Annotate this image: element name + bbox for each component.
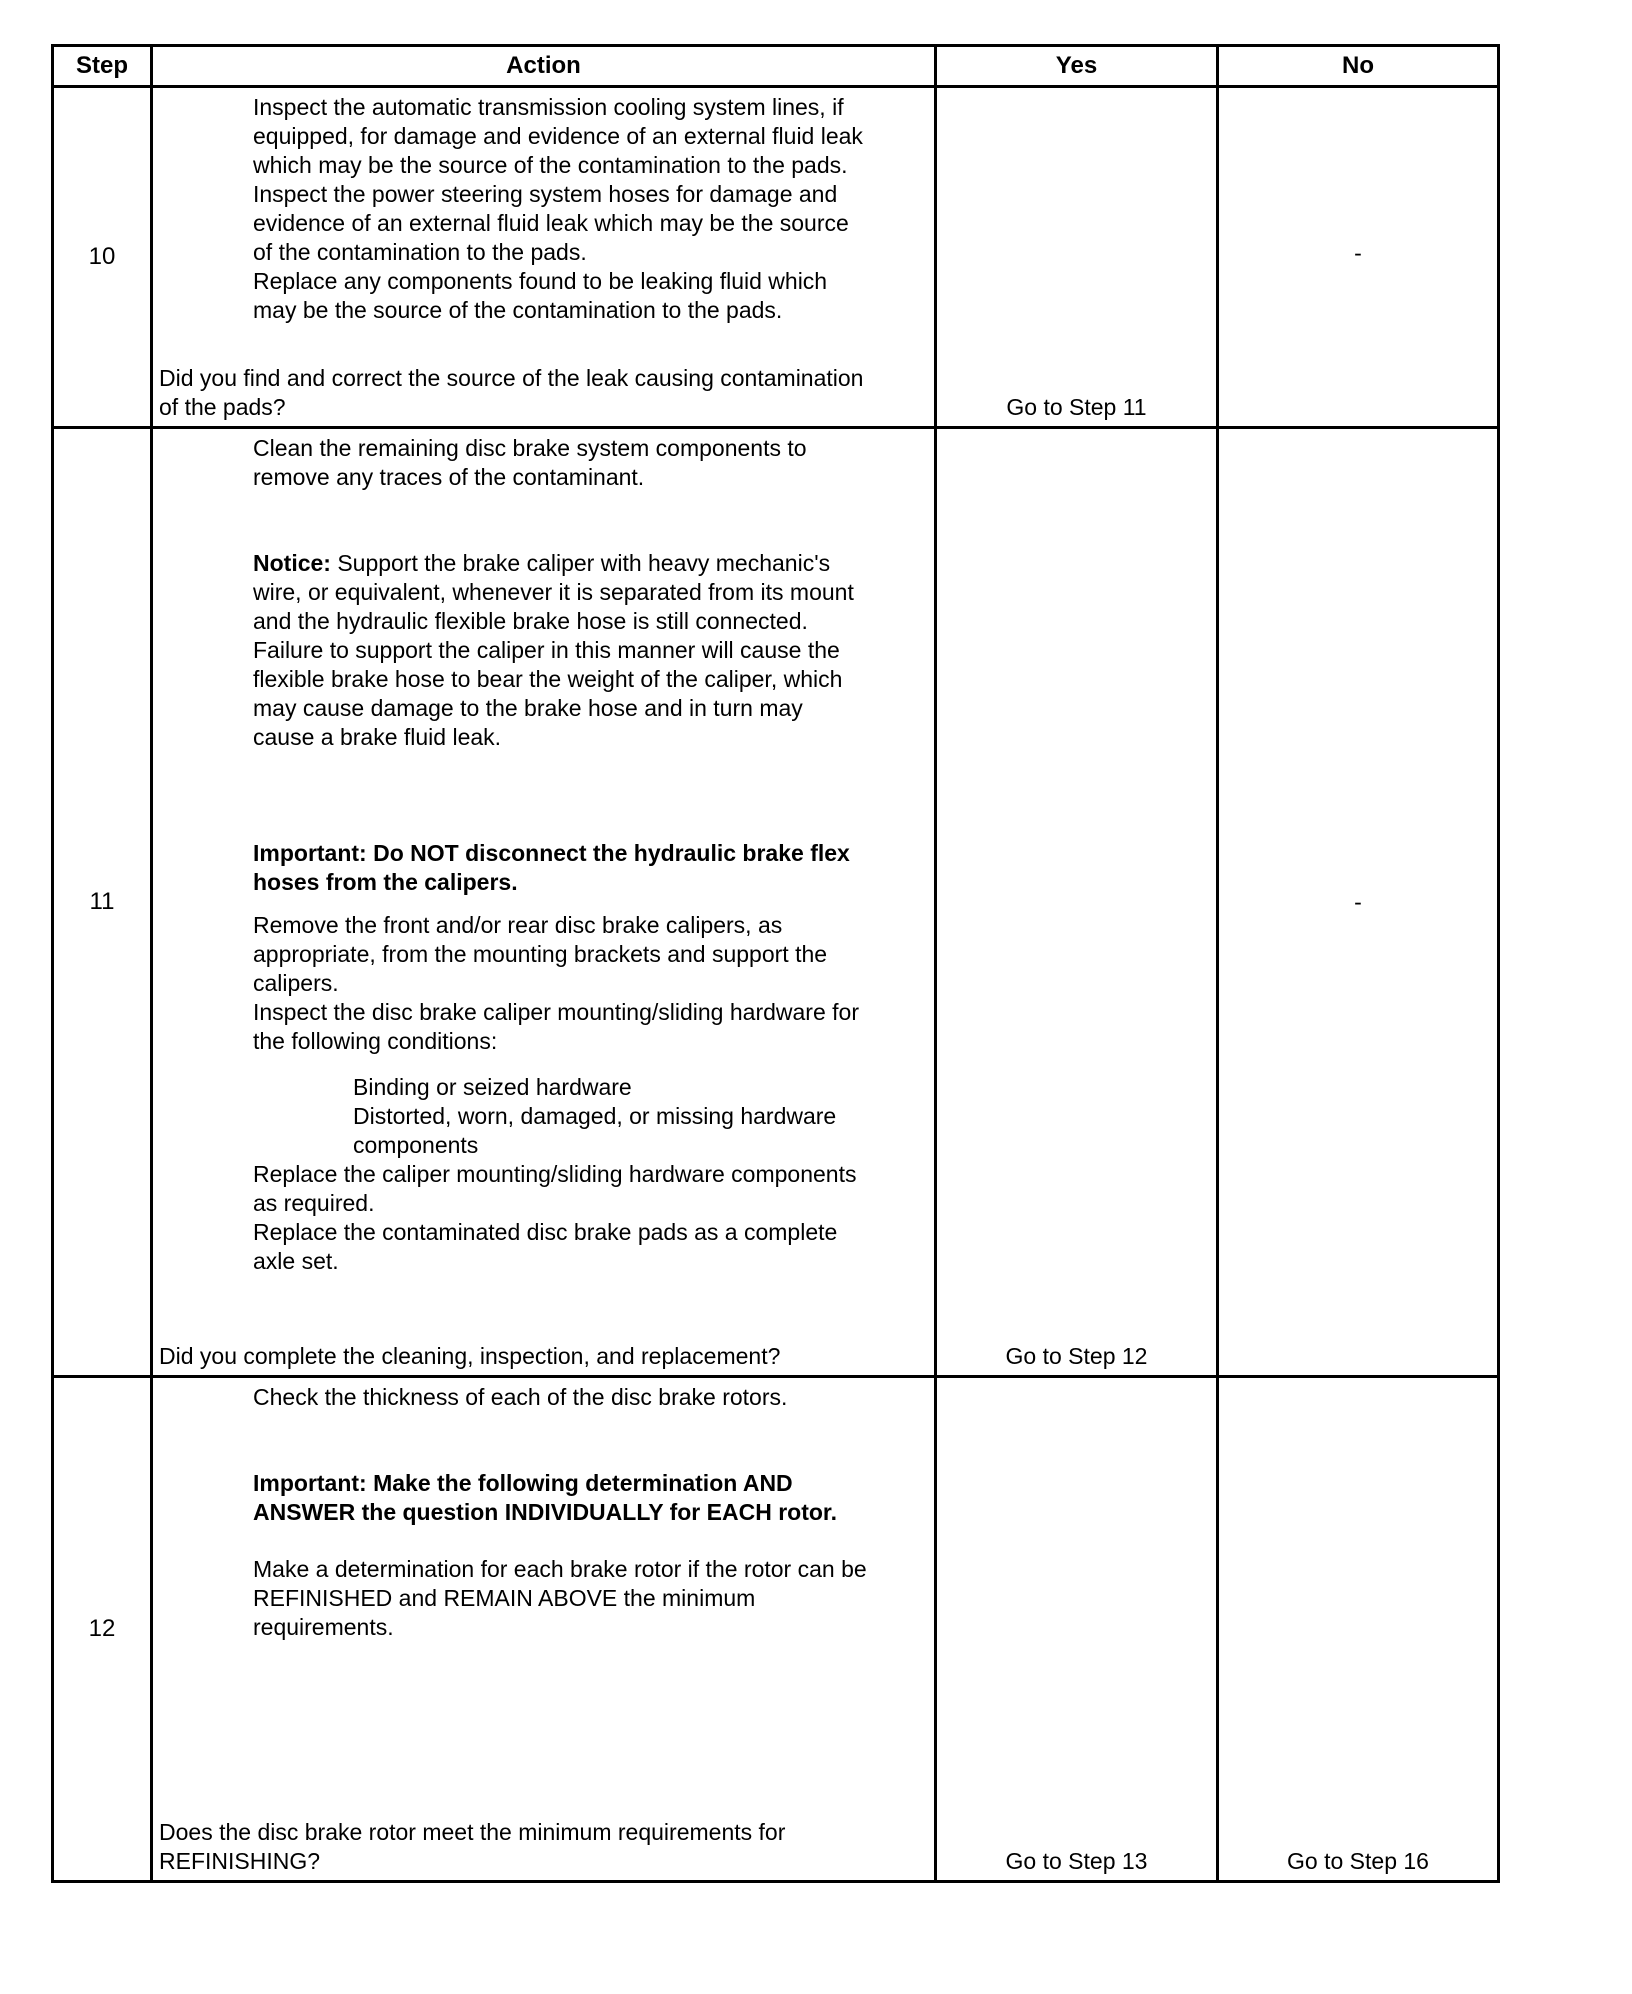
conditions-list: Binding or seized hardware Distorted, worn, damaged, or missing hardware components — [253, 1073, 928, 1160]
action-line: of the contamination to the pads. — [253, 239, 587, 265]
important-note: Important: Make the following determination AND ANSWER the question INDIVIDUALLY for EACH rotor. — [253, 1470, 837, 1525]
header-step: Step — [53, 46, 152, 87]
yes-cell — [936, 1377, 1218, 1882]
yes-answer: Go to Step 13 — [1005, 1848, 1148, 1874]
notice-label: Notice: — [253, 550, 331, 576]
yes-answer: Go to Step 11 — [1006, 394, 1147, 420]
step-row-12 — [53, 1377, 1499, 1882]
action-line: Replace any components found to be leaking fluid which — [253, 268, 828, 294]
action-line: evidence of an external fluid leak which may be the source — [253, 210, 849, 236]
step-row-10 — [53, 87, 1499, 428]
question: Did you find and correct the source of the leak causing contamination of the pads? — [159, 365, 864, 420]
question: Did you complete the cleaning, inspection, and replacement? — [159, 1343, 781, 1369]
action-cell — [152, 87, 936, 428]
no-answer: - — [1354, 889, 1362, 915]
no-answer: Go to Step 16 — [1287, 1848, 1429, 1874]
step-row-11 — [53, 428, 1499, 1377]
no-cell — [1218, 87, 1499, 428]
action-line: may be the source of the contamination to the pads. — [253, 297, 783, 323]
header-row — [53, 46, 1499, 87]
action-cell: Check the thickness of each of the disc brake rotors. Important: Make the following determination AND ANSWER the question INDIVIDUALLY for EACH rotor. Make a determination for each brake rotor if the rotor can be REFINISHED and REMAIN ABOVE the minimum requirements. Does the disc brake rotor meet the minimum requirements for REFINISHING? — [152, 1377, 936, 1882]
action-cell: Clean the remaining disc brake system components to remove any traces of the contaminant. Notice: Support the brake caliper with heavy mechanic's wire, or equivalent, whenever it is separated from its mount and the hydraulic flexible brake hose is still connected. Failure to support the caliper in this manner will cause the flexible brake hose to bear the weight of the caliper, which may cause damage to the brake hose and in turn may cause a brake fluid leak. Important: Do NOT disconnect the hydraulic brake flex hoses from the calipers. Remove the front and/or rear disc brake calipers, as appropriate, from the mounting brackets and support the calipers. Inspect the disc brake caliper mounting/sliding hardware for the following conditions: Binding or seized hardware Distorted, worn, damaged, or missing hardware components Replace the caliper mounting/sliding hardware components as required. Replace the contaminated disc brake pads as a complete axle set. Did you complete the cleaning, inspection, and replacement? — [152, 428, 936, 1377]
question: Does the disc brake rotor meet the minimum requirements for REFINISHING? — [159, 1819, 786, 1874]
no-answer: - — [1354, 240, 1362, 266]
step-number: 12 — [53, 1377, 152, 1882]
header-action: Action — [152, 46, 936, 87]
action-line: Inspect the automatic transmission cooling system lines, if — [253, 94, 844, 120]
yes-answer: Go to Step 12 — [1005, 1343, 1148, 1369]
action-line: equipped, for damage and evidence of an external fluid leak — [253, 123, 863, 149]
list-item: Binding or seized hardware — [353, 1074, 632, 1100]
list-item: Distorted, worn, damaged, or missing hardware — [353, 1103, 837, 1129]
step-number: 10 — [53, 87, 152, 428]
yes-cell — [936, 87, 1218, 428]
no-cell — [1218, 428, 1499, 1377]
step-number: 11 — [53, 428, 152, 1377]
important-note: Important: Do NOT disconnect the hydraulic brake flex hoses from the calipers. — [253, 840, 850, 895]
no-cell — [1218, 1377, 1499, 1882]
header-yes: Yes — [936, 46, 1218, 87]
action-line: which may be the source of the contamination to the pads. — [253, 152, 848, 178]
diagnostic-steps-table — [51, 44, 1500, 1883]
notice-text: Notice: Support the brake caliper with heavy mechanic's — [253, 550, 831, 576]
header-no: No — [1218, 46, 1499, 87]
yes-cell — [936, 428, 1218, 1377]
action-line: Inspect the power steering system hoses for damage and — [253, 181, 838, 207]
